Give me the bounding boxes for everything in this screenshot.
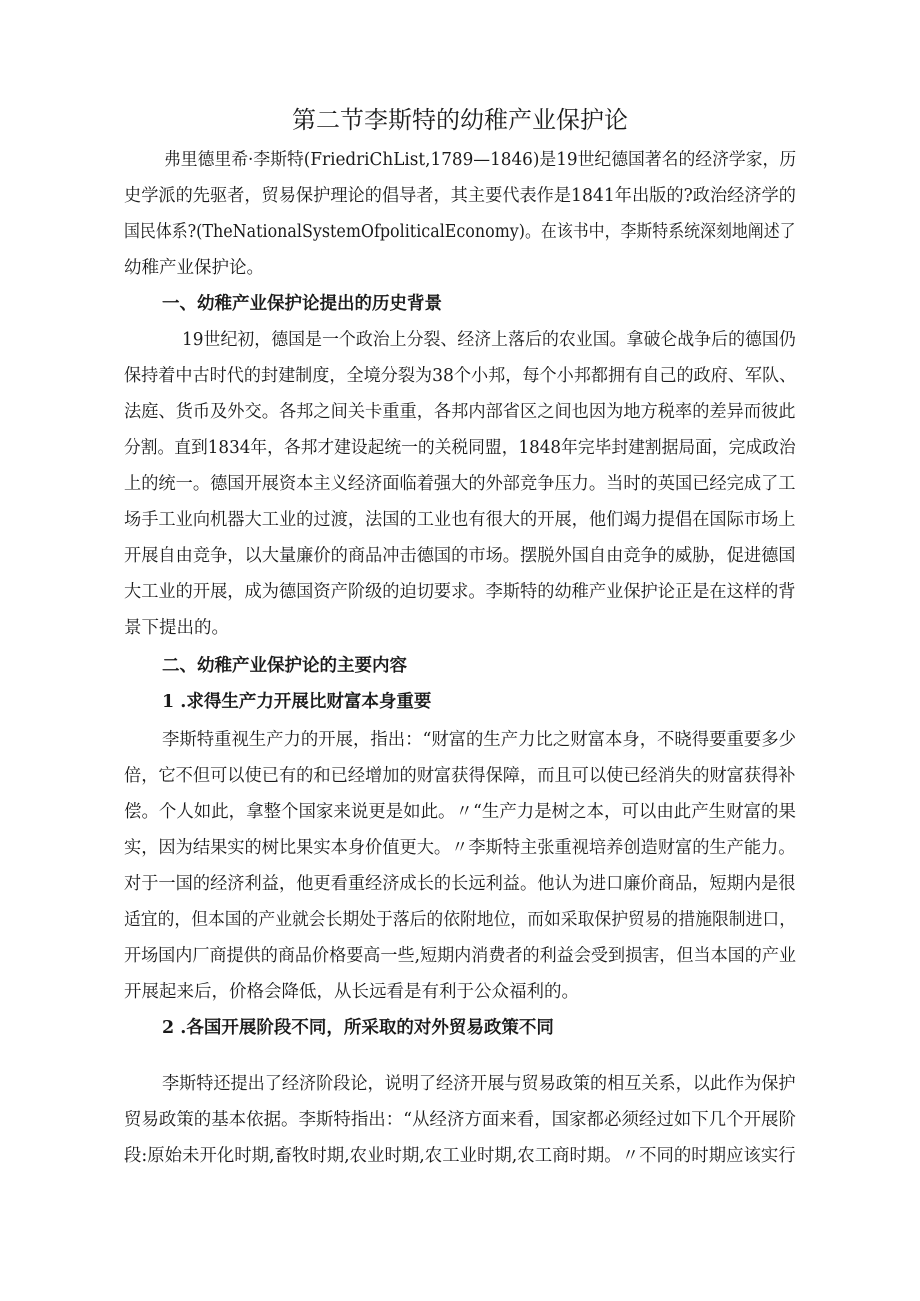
sub1-line: 李斯特重视生产力的开展，指出：“财富的生产力比之财富本身，不晓得要重要多少 [162, 730, 796, 750]
intro-line: 弗里德里希·李斯特(FriedriChList,1789—1846)是19世纪德国著名的经济学家，历 [164, 150, 797, 170]
section1-line: 保持着中古时代的封建制度，全境分裂为38个小邦，每个小邦都拥有自己的政府、军队、 [124, 366, 797, 386]
page-title: 第二节李斯特的幼稚产业保护论 [292, 106, 628, 134]
section1-line: 场手工业向机器大工业的过渡，法国的工业也有很大的开展，他们竭力提倡在国际市场上 [124, 510, 796, 530]
section1-line: 景下提出的。 [124, 618, 229, 638]
section-heading-background: 一、幼稚产业保护论提出的历史背景 [162, 294, 442, 314]
sub1-line: 开展起来后，价格会降低，从长远看是有利于公众福利的。 [124, 982, 579, 1002]
subsection-heading-productivity: 1 .求得生产力开展比财富本身重要 [162, 692, 432, 712]
sub2-line: 贸易政策的基本依据。李斯特指出：“从经济方面来看，国家都必须经过如下几个开展阶 [124, 1110, 796, 1130]
intro-line: 幼稚产业保护论。 [124, 258, 264, 278]
intro-line: 国民体系?(TheNationalSystemOfpoliticalEconomy)。在该书中，李斯特系统深刻地阐述了 [124, 222, 796, 242]
sub1-line: 适宜的，但本国的产业就会长期处于落后的依附地位，而如采取保护贸易的措施限制进口， [124, 910, 796, 930]
subsection-heading-stages: 2 .各国开展阶段不同，所采取的对外贸易政策不同 [162, 1018, 554, 1038]
section1-line: 上的统一。德国开展资本主义经济面临着强大的外部竞争压力。当时的英国已经完成了工 [124, 474, 796, 494]
section1-line: 大工业的开展，成为德国资产阶级的迫切要求。李斯特的幼稚产业保护论正是在这样的背 [124, 582, 796, 602]
sub1-line: 倍，它不但可以使已有的和已经增加的财富获得保障，而且可以使已经消失的财富获得补 [124, 766, 796, 786]
section1-line: 19世纪初，德国是一个政治上分裂、经济上落后的农业国。拿破仑战争后的德国仍 [182, 330, 796, 350]
section1-line: 法庭、货币及外交。各邦之间关卡重重，各邦内部省区之间也因为地方税率的差异而彼此 [124, 402, 796, 422]
sub2-line: 段:原始未开化时期,畜牧时期,农业时期,农工业时期,农工商时期。〃不同的时期应该实行 [124, 1146, 796, 1166]
sub1-line: 开场国内厂商提供的商品价格要高一些,短期内消费者的利益会受到损害，但当本国的产业 [124, 946, 797, 966]
sub1-line: 偿。个人如此，拿整个国家来说更是如此。〃“生产力是树之本，可以由此产生财富的果 [124, 802, 796, 822]
sub1-line: 实，因为结果实的树比果实本身价值更大。〃李斯特主张重视培养创造财富的生产能力。 [124, 838, 796, 858]
intro-line: 史学派的先驱者，贸易保护理论的倡导者，其主要代表作是1841年出版的?政治经济学的 [124, 186, 796, 206]
sub2-line: 李斯特还提出了经济阶段论，说明了经济开展与贸易政策的相互关系，以此作为保护 [162, 1074, 796, 1094]
section1-line: 开展自由竞争，以大量廉价的商品冲击德国的市场。摆脱外国自由竞争的威胁，促进德国 [124, 546, 796, 566]
sub1-line: 对于一国的经济利益，他更看重经济成长的长远利益。他认为进口廉价商品，短期内是很 [124, 874, 796, 894]
section1-line: 分割。直到1834年，各邦才建设起统一的关税同盟，1848年完毕封建割据局面，完成政治 [124, 438, 796, 458]
section-heading-content: 二、幼稚产业保护论的主要内容 [162, 656, 407, 676]
